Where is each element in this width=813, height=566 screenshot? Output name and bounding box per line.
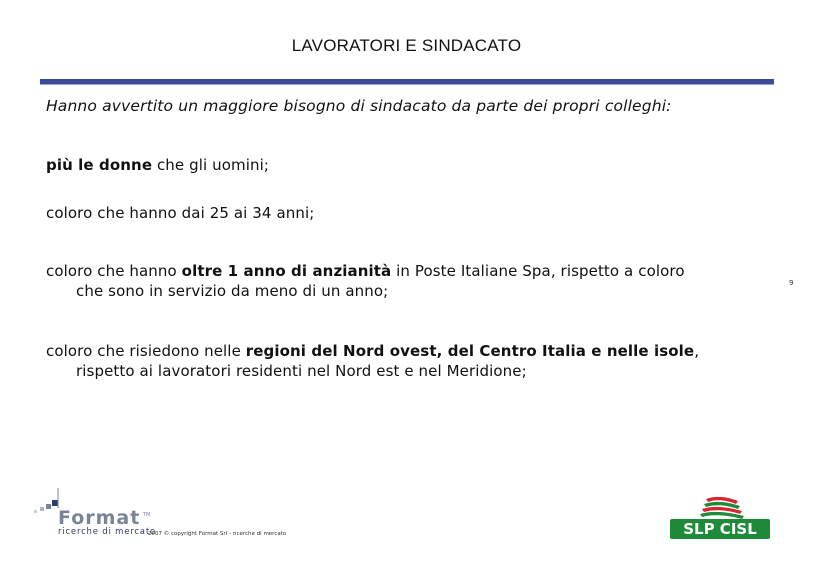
format-logo-subtitle: ricerche di mercato <box>58 527 156 537</box>
slp-cisl-logo-text: SLP CISL <box>683 520 757 538</box>
bullet-continuation: rispetto ai lavoratori residenti nel Nord est e nel Meridione; <box>76 362 527 380</box>
bullet-item-gender <box>46 155 776 175</box>
slp-cisl-logo-icon <box>668 495 772 541</box>
intro-text: Hanno avvertito un maggiore bisogno di sindacato da parte dei propri colleghi: <box>46 97 672 115</box>
bullet-text: coloro che risiedono nelle <box>46 342 246 360</box>
bullet-text: , <box>694 342 700 360</box>
bullet-item-regions <box>46 341 776 381</box>
bullet-text: coloro che hanno <box>46 262 182 280</box>
title-divider <box>40 79 774 84</box>
bullet-item-seniority <box>46 261 776 301</box>
bullet-bold-text: regioni del Nord ovest, del Centro Italia e nelle isole <box>245 342 695 360</box>
bullet-bold-text: più le donne <box>46 156 153 174</box>
bullet-text: in Poste Italiane Spa, rispetto a coloro <box>391 262 685 280</box>
slide-title: LAVORATORI E SINDACATO <box>291 36 522 55</box>
bullet-text: che gli uomini; <box>152 156 270 174</box>
format-logo-tm: TM <box>143 512 151 518</box>
bullet-continuation: che sono in servizio da meno di un anno; <box>76 282 389 300</box>
copyright-text: 2007 © copyright Format Srl - ricerche di mercato <box>148 531 287 537</box>
bullet-item-age <box>46 203 776 223</box>
page-number: 9 <box>789 279 794 287</box>
bullet-text: coloro che hanno dai 25 ai 34 anni; <box>46 204 315 222</box>
bullet-bold-text: oltre 1 anno di anzianità <box>181 262 392 280</box>
format-logo-text: Format <box>58 507 141 529</box>
